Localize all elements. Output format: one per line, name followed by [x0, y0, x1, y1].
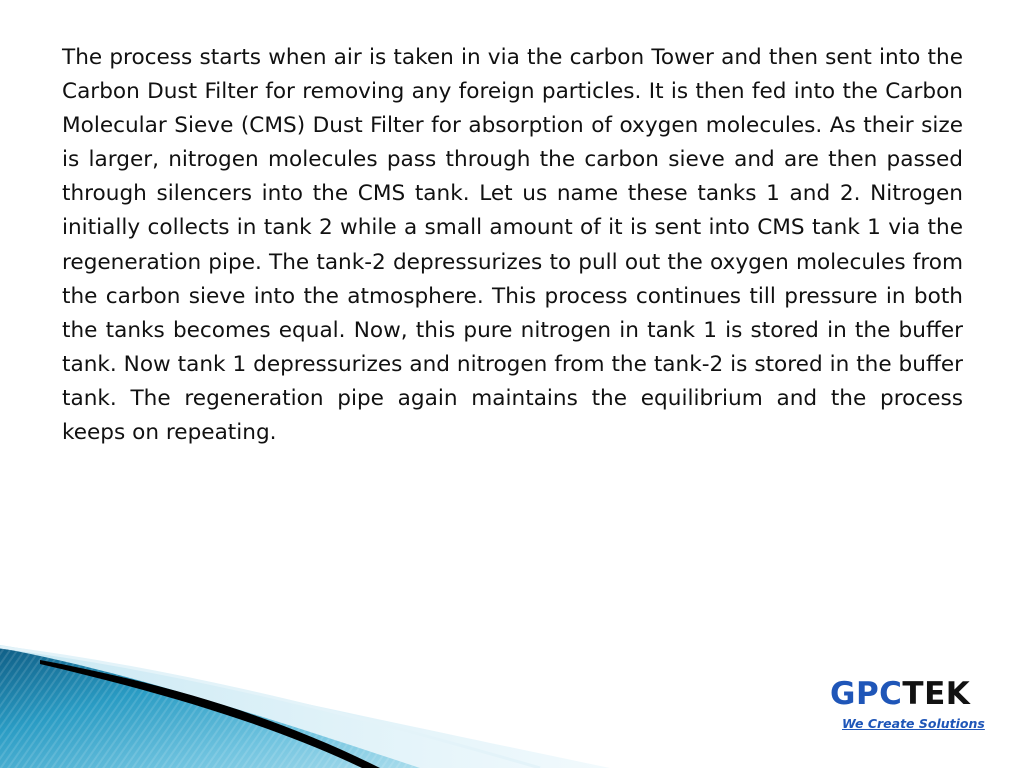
- body-paragraph: The process starts when air is taken in via the carbon Tower and then sent into the Carbon Dust Filter for removing any foreign particles. It is then fed into the Carbon Molecular Sieve (CMS) Dust Filter for absorption of oxygen molecules. As their size is larger, nitrogen molecules pass through the carbon sieve and are then passed through silencers into the CMS tank. Let us name these tanks 1 and 2. Nitrogen initially collects in tank 2 while a small amount of it is sent into CMS tank 1 via the regeneration pipe. The tank-2 depressurizes to pull out the oxygen molecules from the carbon sieve into the atmosphere. This process continues till pressure in both the tanks becomes equal. Now, this pure nitrogen in tank 1 is stored in the buffer tank. Now tank 1 depressurizes and nitrogen from the tank-2 is stored in the buffer tank. The regeneration pipe again maintains the equilibrium and the process keeps on repeating.: [62, 45, 963, 446]
- logo-wordmark: [830, 676, 1000, 712]
- logo-tagline: We Create Solutions: [842, 716, 985, 731]
- logo-gpc-text: GPC: [830, 676, 903, 712]
- logo-tek-text: TEK: [902, 676, 971, 712]
- gpctek-logo: [830, 676, 1000, 738]
